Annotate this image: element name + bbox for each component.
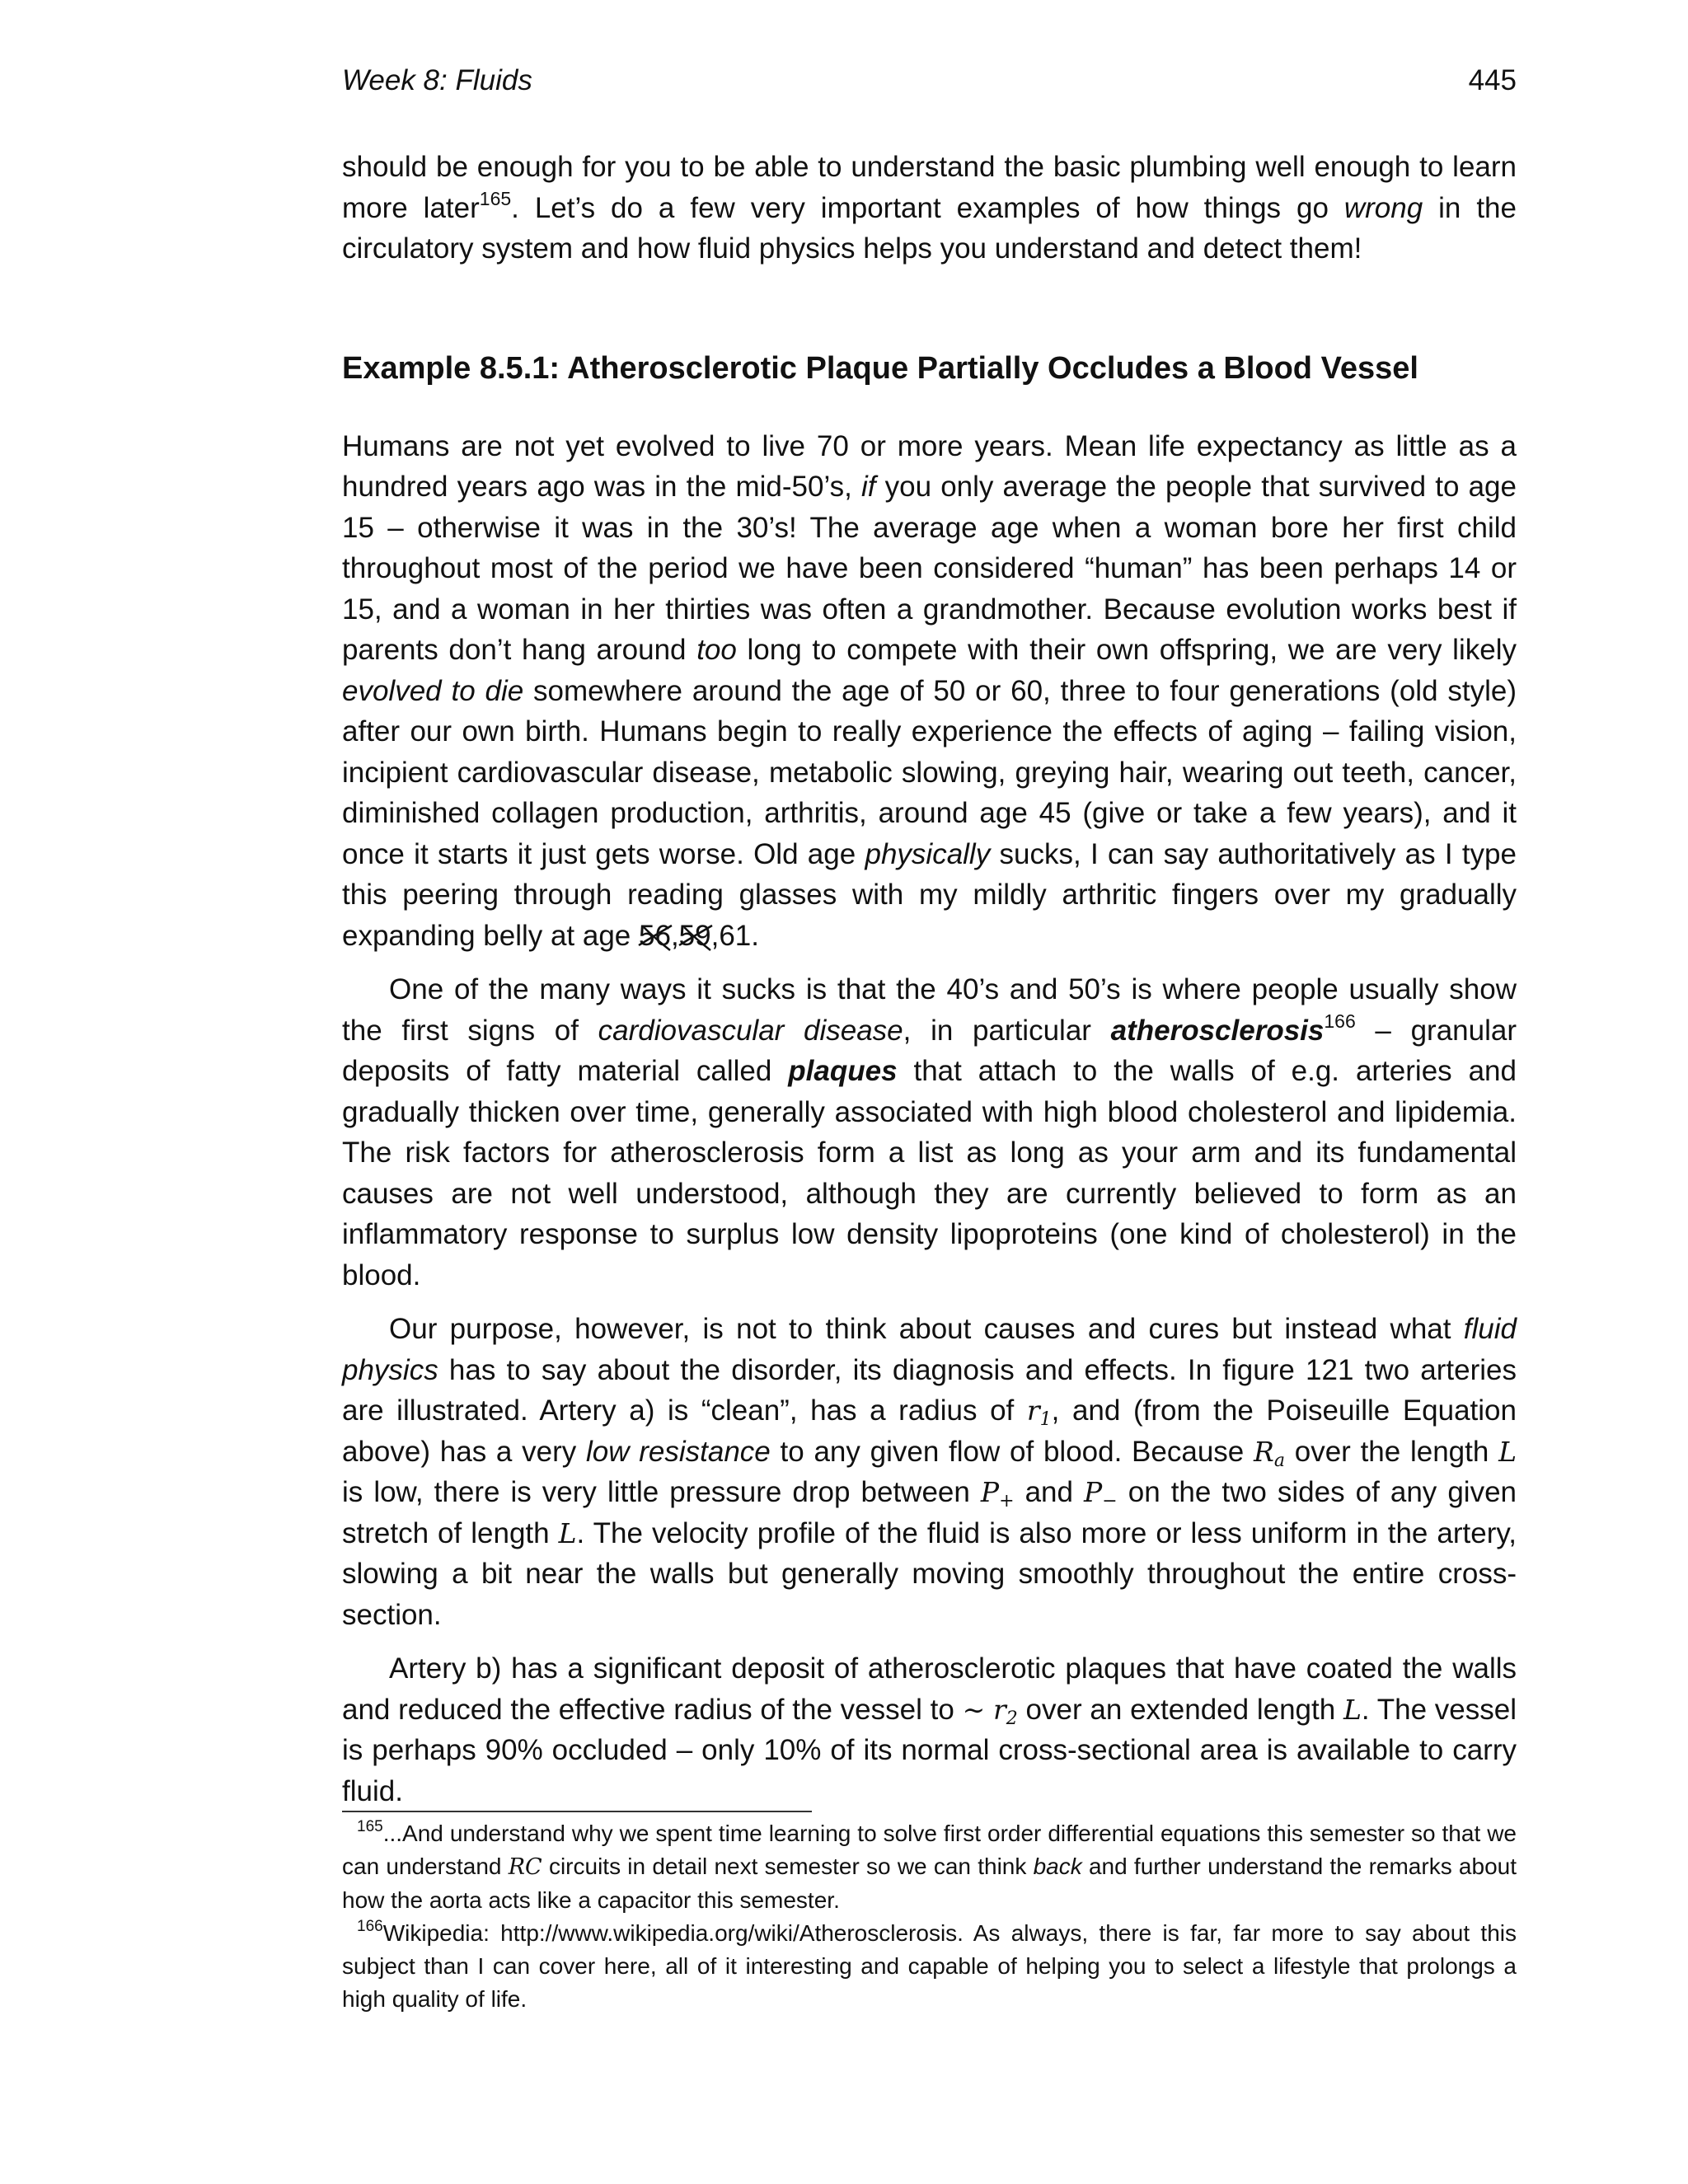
footnote-165	[342, 1817, 1517, 1917]
text-run: , and (from the Poiseuille Equation above) has a very	[342, 1394, 1517, 1468]
age-value: 59	[678, 919, 711, 952]
footnote-number: 165	[357, 1817, 383, 1835]
math-subscript: a	[1273, 1450, 1285, 1471]
struck-age-59	[679, 916, 711, 957]
key-term: atherosclerosis	[1110, 1014, 1325, 1047]
math-symbol: L	[1343, 1693, 1362, 1726]
math-subscript: +	[999, 1491, 1015, 1511]
text-run: and further understand the remarks about how the aorta acts like a capacitor this semester.	[342, 1854, 1517, 1913]
math-symbol: L	[1498, 1435, 1517, 1468]
text-run: – granular deposits of fatty material called	[342, 1014, 1517, 1087]
text-run: Our purpose, however, is not to think about causes and cures but instead what	[389, 1313, 1464, 1345]
key-term: plaques	[788, 1055, 898, 1087]
footnote-166	[342, 1917, 1517, 2016]
math-symbol: r	[1026, 1394, 1040, 1427]
paragraph-2	[342, 969, 1517, 1296]
paragraph-3	[342, 1309, 1517, 1635]
text-run: on the two sides of any given stretch of length	[342, 1476, 1517, 1549]
text-run: . Let’s do a few very important examples of how things go	[511, 191, 1344, 224]
text-run: and	[1014, 1476, 1085, 1508]
emphasis: low resistance	[586, 1435, 771, 1468]
emphasis: cardiovascular disease	[598, 1014, 903, 1047]
paragraph-1	[342, 426, 1517, 957]
text-run: ...And understand why we spent time learning to solve first order differential equations this semester so that we can understand	[342, 1821, 1517, 1879]
separator: ,	[710, 919, 720, 952]
chapter-title: Week 8: Fluids	[342, 64, 532, 96]
math-symbol: r	[993, 1693, 1006, 1726]
emphasis: physically	[865, 837, 991, 870]
footnote-ref-165: 165	[479, 187, 512, 209]
age-value: 61	[719, 919, 752, 952]
emphasis: fluid physics	[342, 1313, 1517, 1386]
strike-mark-icon	[678, 921, 714, 954]
text-run: . The vessel is perhaps 90% occluded – only 10% of its normal cross-sectional area is available to carry fluid.	[342, 1693, 1517, 1807]
math-symbol: L	[558, 1516, 577, 1549]
emphasis: if	[860, 471, 876, 503]
math-subscript: −	[1102, 1491, 1118, 1511]
math-symbol: ∼	[962, 1693, 986, 1726]
text-run: Humans are not yet evolved to live 70 or more years. Mean life expectancy as little as a hundred years ago was in the mid-50’s,	[342, 429, 1517, 503]
text-run: Artery b) has a significant deposit of atherosclerotic plaques that have coated the walls and reduced the effective radius of the vessel to	[342, 1652, 1517, 1726]
text-run: is low, there is very little pressure drop between	[342, 1476, 981, 1508]
text-run: over an extended length	[1017, 1693, 1343, 1726]
example-heading: Example 8.5.1: Atherosclerotic Plaque Partially Occludes a Blood Vessel	[342, 350, 1418, 386]
text-run: sucks, I can say authoritatively as I type this peering through reading glasses with my mildly arthritic fingers over my gradually expanding belly at age	[342, 837, 1517, 952]
text-run: you only average the people that survived to age 15 – otherwise it was in the 30’s! The average age when a woman bore her first child throughout most of the period we have been considered “human” has been perhaps 14 or 15, and a woman in her thirties was often a grandmother. Because evolution works best if parents don’t hang around	[342, 471, 1517, 666]
footnote-divider	[342, 1811, 812, 1812]
text-run: somewhere around the age of 50 or 60, three to four generations (old style) after our own birth. Humans begin to really experience the effects of aging – failing vision, incipient cardiovascular disease, metabolic slowing, greying hair, wearing out teeth, cancer, diminished collagen production, arthritis, around age 45 (give or take a few years), and it once it starts it just gets worse. Old age	[342, 674, 1517, 870]
text-run: over the length	[1285, 1435, 1499, 1468]
math-symbol: RC	[508, 1854, 542, 1880]
math-symbol: P	[1084, 1476, 1103, 1508]
intro-paragraph	[342, 147, 1517, 269]
text-run: , in particular	[903, 1014, 1111, 1047]
text-run: to any given flow of blood. Because	[770, 1435, 1254, 1468]
footnotes	[342, 1817, 1517, 2016]
footnote-ref-166: 166	[1324, 1010, 1356, 1032]
text-run: circuits in detail next semester so we can think	[542, 1854, 1034, 1879]
separator: ,	[670, 919, 679, 952]
text-run: that attach to the walls of e.g. arteries and gradually thicken over time, generally associated with high blood cholesterol and lipidemia. The risk factors for atherosclerosis form a list as long as your arm and its fundamental causes are not well understood, although they are currently believed to form as an inflammatory response to surplus low density lipoproteins (one kind of cholesterol) in the blood.	[342, 1055, 1517, 1291]
age-value: 56	[639, 919, 671, 952]
math-symbol: P	[980, 1476, 1000, 1508]
paragraph-4	[342, 1648, 1517, 1811]
text-run: long to compete with their own offspring, we are very likely	[736, 634, 1517, 666]
emphasis: back	[1033, 1854, 1082, 1879]
emphasis: evolved to die	[342, 674, 524, 707]
struck-age-56	[639, 916, 671, 957]
text-run: should be enough for you to be able to understand the basic plumbing well enough to learn more later	[342, 151, 1517, 224]
running-header	[342, 64, 1517, 105]
text-run: . The velocity profile of the fluid is also more or less uniform in the artery, slowing a bit near the walls but generally moving smoothly throughout the entire cross-section.	[342, 1516, 1517, 1631]
emphasis: wrong	[1343, 191, 1423, 224]
text-run: Wikipedia: http://www.wikipedia.org/wiki/Atherosclerosis. As always, there is far, far more to say about this subject than I can cover here, all of it interesting and capable of helping you to select a lifestyle that prolongs a high quality of life.	[342, 1920, 1517, 2012]
text-run: One of the many ways it sucks is that the 40’s and 50’s is where people usually show the first signs of	[342, 973, 1517, 1047]
math-subscript: 1	[1039, 1409, 1052, 1430]
text-run: in the circulatory system and how fluid physics helps you understand and detect them!	[342, 191, 1517, 265]
emphasis: too	[696, 634, 737, 666]
strike-mark-icon	[637, 921, 673, 954]
footnote-number: 166	[357, 1917, 383, 1935]
math-subscript: 2	[1006, 1708, 1018, 1729]
text-run: has to say about the disorder, its diagnosis and effects. In figure 121 two arteries are illustrated. Artery a) is “clean”, has a radius of	[342, 1353, 1517, 1427]
main-text	[342, 147, 1517, 1811]
page-number: 445	[1468, 64, 1517, 96]
math-symbol: R	[1254, 1435, 1274, 1468]
text-run: .	[751, 919, 760, 952]
